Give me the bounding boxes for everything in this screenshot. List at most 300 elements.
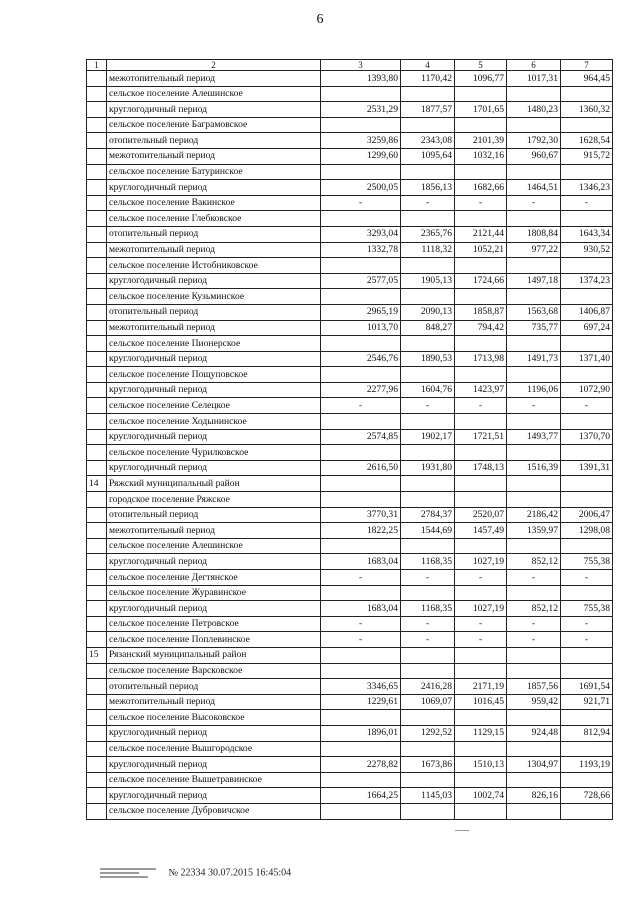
row-index: [87, 71, 107, 87]
value-cell: 1701,65: [455, 102, 507, 118]
value-cell: [455, 117, 507, 133]
value-cell: [561, 367, 613, 383]
document-reference: № 22334 30.07.2015 16:45:04: [168, 867, 292, 879]
row-index: [87, 460, 107, 476]
value-cell: 1359,97: [507, 523, 561, 539]
value-cell: 2090,13: [401, 304, 455, 320]
row-index: [87, 258, 107, 274]
value-cell: 2186,42: [507, 507, 561, 523]
row-index: [87, 538, 107, 554]
row-index: [87, 694, 107, 710]
row-index: [87, 492, 107, 508]
value-cell: 1480,23: [507, 102, 561, 118]
table-row: [87, 803, 613, 819]
value-cell: 1027,19: [455, 601, 507, 617]
table-row: [87, 398, 613, 414]
table-row: [87, 414, 613, 430]
row-name: сельское поселение Ходынинское: [107, 414, 321, 430]
table-row: [87, 772, 613, 788]
value-cell: 1497,18: [507, 273, 561, 289]
value-cell: 1193,19: [561, 757, 613, 773]
value-cell: [507, 803, 561, 819]
value-cell: 1129,15: [455, 725, 507, 741]
value-cell: [321, 367, 401, 383]
value-cell: [321, 710, 401, 726]
header-cell: 7: [561, 60, 613, 71]
row-name: сельское поселение Вышетравинское: [107, 772, 321, 788]
value-cell: -: [507, 632, 561, 648]
value-cell: -: [401, 632, 455, 648]
header-cell: 5: [455, 60, 507, 71]
value-cell: 1544,69: [401, 523, 455, 539]
value-cell: 1096,77: [455, 71, 507, 87]
value-cell: 2546,76: [321, 351, 401, 367]
value-cell: [455, 538, 507, 554]
row-name: отопительный период: [107, 507, 321, 523]
value-cell: [401, 258, 455, 274]
value-cell: [401, 164, 455, 180]
value-cell: 3770,31: [321, 507, 401, 523]
value-cell: [561, 772, 613, 788]
value-cell: [401, 117, 455, 133]
value-cell: 1896,01: [321, 725, 401, 741]
table-row: [87, 289, 613, 305]
table-row: [87, 320, 613, 336]
value-cell: -: [455, 632, 507, 648]
row-name: круглогодичный период: [107, 102, 321, 118]
value-cell: [507, 710, 561, 726]
value-cell: -: [455, 398, 507, 414]
value-cell: 1643,34: [561, 226, 613, 242]
value-cell: [401, 647, 455, 663]
value-cell: 1682,66: [455, 180, 507, 196]
row-index: [87, 523, 107, 539]
row-name: круглогодичный период: [107, 382, 321, 398]
header-cell: 3: [321, 60, 401, 71]
value-cell: [401, 211, 455, 227]
table-row: [87, 273, 613, 289]
value-cell: [507, 647, 561, 663]
value-cell: -: [561, 616, 613, 632]
value-cell: 812,94: [561, 725, 613, 741]
value-cell: 1858,87: [455, 304, 507, 320]
row-index: [87, 741, 107, 757]
value-cell: -: [561, 195, 613, 211]
table-row: [87, 663, 613, 679]
row-name: межотопительный период: [107, 694, 321, 710]
row-name: круглогодичный период: [107, 273, 321, 289]
value-cell: 1298,08: [561, 523, 613, 539]
value-cell: 1292,52: [401, 725, 455, 741]
value-cell: [561, 445, 613, 461]
row-name: межотопительный период: [107, 148, 321, 164]
value-cell: 1822,25: [321, 523, 401, 539]
value-cell: 1393,80: [321, 71, 401, 87]
value-cell: 852,12: [507, 601, 561, 617]
row-index: [87, 242, 107, 258]
row-index: [87, 507, 107, 523]
value-cell: 1808,84: [507, 226, 561, 242]
value-cell: -: [507, 616, 561, 632]
row-name: межотопительный период: [107, 320, 321, 336]
value-cell: 1095,64: [401, 148, 455, 164]
row-index: [87, 725, 107, 741]
row-name: сельское поселение Варсковское: [107, 663, 321, 679]
value-cell: 1905,13: [401, 273, 455, 289]
value-cell: [401, 710, 455, 726]
value-cell: [401, 86, 455, 102]
table-row: [87, 211, 613, 227]
value-cell: 1072,90: [561, 382, 613, 398]
value-cell: 1299,60: [321, 148, 401, 164]
value-cell: [321, 538, 401, 554]
value-cell: [321, 663, 401, 679]
value-cell: 1664,25: [321, 788, 401, 804]
value-cell: -: [455, 195, 507, 211]
value-cell: 1902,17: [401, 429, 455, 445]
value-cell: 1457,49: [455, 523, 507, 539]
table-row: [87, 336, 613, 352]
row-index: [87, 710, 107, 726]
value-cell: 2784,37: [401, 507, 455, 523]
row-name: сельское поселение Алешинское: [107, 86, 321, 102]
table-row: [87, 585, 613, 601]
row-name: сельское поселение Пионерское: [107, 336, 321, 352]
value-cell: 2520,07: [455, 507, 507, 523]
value-cell: 1168,35: [401, 554, 455, 570]
value-cell: 1229,61: [321, 694, 401, 710]
value-cell: -: [401, 398, 455, 414]
table-row: [87, 148, 613, 164]
table-row: [87, 242, 613, 258]
value-cell: [401, 803, 455, 819]
row-index: [87, 788, 107, 804]
row-index: [87, 803, 107, 819]
tariff-table: [86, 59, 613, 820]
value-cell: 1052,21: [455, 242, 507, 258]
value-cell: 1491,73: [507, 351, 561, 367]
value-cell: [507, 772, 561, 788]
value-cell: [321, 258, 401, 274]
value-cell: 1016,45: [455, 694, 507, 710]
row-name: сельское поселение Чурилковское: [107, 445, 321, 461]
row-index: [87, 772, 107, 788]
row-name: круглогодичный период: [107, 725, 321, 741]
table-row: [87, 601, 613, 617]
row-name: круглогодичный период: [107, 757, 321, 773]
value-cell: 1196,06: [507, 382, 561, 398]
value-cell: -: [321, 195, 401, 211]
value-cell: 755,38: [561, 601, 613, 617]
value-cell: -: [507, 570, 561, 586]
value-cell: 1604,76: [401, 382, 455, 398]
table-row: [87, 492, 613, 508]
scan-mark: [455, 830, 469, 831]
value-cell: [401, 445, 455, 461]
value-cell: 2616,50: [321, 460, 401, 476]
value-cell: 697,24: [561, 320, 613, 336]
value-cell: [507, 336, 561, 352]
value-cell: 1423,97: [455, 382, 507, 398]
value-cell: [507, 538, 561, 554]
value-cell: [561, 117, 613, 133]
value-cell: [561, 647, 613, 663]
row-name: сельское поселение Поплевинское: [107, 632, 321, 648]
row-name: отопительный период: [107, 133, 321, 149]
value-cell: 1877,57: [401, 102, 455, 118]
row-index: [87, 195, 107, 211]
row-index: [87, 102, 107, 118]
row-name: сельское поселение Пощуповское: [107, 367, 321, 383]
row-name: сельское поселение Вакинское: [107, 195, 321, 211]
value-cell: 915,72: [561, 148, 613, 164]
value-cell: 1493,77: [507, 429, 561, 445]
table-row: [87, 460, 613, 476]
row-name: сельское поселение Батуринское: [107, 164, 321, 180]
value-cell: 1145,03: [401, 788, 455, 804]
row-index: [87, 445, 107, 461]
value-cell: -: [321, 632, 401, 648]
row-index: [87, 117, 107, 133]
value-cell: -: [321, 616, 401, 632]
value-cell: 1013,70: [321, 320, 401, 336]
value-cell: [561, 492, 613, 508]
row-index: [87, 273, 107, 289]
value-cell: 2006,47: [561, 507, 613, 523]
value-cell: 960,67: [507, 148, 561, 164]
value-cell: [321, 117, 401, 133]
table-row: [87, 258, 613, 274]
row-index: [87, 632, 107, 648]
row-index: [87, 180, 107, 196]
value-cell: [455, 414, 507, 430]
value-cell: [561, 710, 613, 726]
value-cell: [321, 772, 401, 788]
row-name: сельское поселение Алешинское: [107, 538, 321, 554]
table-row: [87, 180, 613, 196]
value-cell: 1371,40: [561, 351, 613, 367]
value-cell: [455, 336, 507, 352]
value-cell: [455, 710, 507, 726]
value-cell: [561, 289, 613, 305]
value-cell: 2121,44: [455, 226, 507, 242]
row-name: сельское поселение Вышгородское: [107, 741, 321, 757]
row-name: сельское поселение Глебковское: [107, 211, 321, 227]
value-cell: 1118,32: [401, 242, 455, 258]
row-name: круглогодичный период: [107, 554, 321, 570]
row-name: сельское поселение Журавинское: [107, 585, 321, 601]
row-index: [87, 320, 107, 336]
value-cell: [561, 803, 613, 819]
table-header-row: [87, 60, 613, 71]
registry-stamp-icon: [100, 866, 156, 880]
row-name: отопительный период: [107, 304, 321, 320]
value-cell: 2171,19: [455, 679, 507, 695]
value-cell: 1683,04: [321, 554, 401, 570]
value-cell: [507, 663, 561, 679]
value-cell: [401, 289, 455, 305]
row-index: [87, 429, 107, 445]
row-index: [87, 679, 107, 695]
value-cell: 2577,05: [321, 273, 401, 289]
table-row: [87, 694, 613, 710]
value-cell: 1683,04: [321, 601, 401, 617]
value-cell: 1168,35: [401, 601, 455, 617]
table-row: [87, 429, 613, 445]
row-index: [87, 226, 107, 242]
row-index: 14: [87, 476, 107, 492]
value-cell: [507, 476, 561, 492]
table-row: [87, 351, 613, 367]
value-cell: 1673,86: [401, 757, 455, 773]
table-row: [87, 195, 613, 211]
value-cell: [321, 585, 401, 601]
value-cell: [401, 336, 455, 352]
value-cell: 3259,86: [321, 133, 401, 149]
value-cell: 1890,53: [401, 351, 455, 367]
value-cell: [455, 803, 507, 819]
value-cell: 924,48: [507, 725, 561, 741]
row-name: городское поселение Ряжское: [107, 492, 321, 508]
value-cell: [455, 211, 507, 227]
value-cell: 1032,16: [455, 148, 507, 164]
value-cell: 1304,97: [507, 757, 561, 773]
value-cell: 735,77: [507, 320, 561, 336]
value-cell: 2365,76: [401, 226, 455, 242]
value-cell: [455, 492, 507, 508]
value-cell: 852,12: [507, 554, 561, 570]
table-row: [87, 133, 613, 149]
row-name: сельское поселение Дегтянское: [107, 570, 321, 586]
value-cell: 1721,51: [455, 429, 507, 445]
table-row: [87, 507, 613, 523]
value-cell: [561, 414, 613, 430]
value-cell: -: [507, 398, 561, 414]
value-cell: -: [561, 632, 613, 648]
value-cell: -: [321, 398, 401, 414]
value-cell: [561, 741, 613, 757]
row-name: круглогодичный период: [107, 351, 321, 367]
value-cell: [507, 117, 561, 133]
table-row: [87, 304, 613, 320]
value-cell: [321, 289, 401, 305]
value-cell: 2278,82: [321, 757, 401, 773]
row-index: [87, 304, 107, 320]
row-name: Рязанский муниципальный район: [107, 647, 321, 663]
row-name: межотопительный период: [107, 242, 321, 258]
value-cell: [455, 367, 507, 383]
value-cell: 1748,13: [455, 460, 507, 476]
table-row: [87, 554, 613, 570]
value-cell: 1464,51: [507, 180, 561, 196]
row-name: круглогодичный период: [107, 429, 321, 445]
row-index: [87, 398, 107, 414]
row-name: сельское поселение Дубровичское: [107, 803, 321, 819]
value-cell: [321, 336, 401, 352]
value-cell: -: [401, 195, 455, 211]
value-cell: 1516,39: [507, 460, 561, 476]
value-cell: [321, 492, 401, 508]
value-cell: 1628,54: [561, 133, 613, 149]
table-row: [87, 367, 613, 383]
row-name: сельское поселение Петровское: [107, 616, 321, 632]
value-cell: 2500,05: [321, 180, 401, 196]
value-cell: [455, 86, 507, 102]
value-cell: [455, 476, 507, 492]
value-cell: 959,42: [507, 694, 561, 710]
row-name: межотопительный период: [107, 71, 321, 87]
row-index: [87, 570, 107, 586]
header-cell: 6: [507, 60, 561, 71]
value-cell: 1857,56: [507, 679, 561, 695]
value-cell: [321, 476, 401, 492]
value-cell: 1391,31: [561, 460, 613, 476]
value-cell: 794,42: [455, 320, 507, 336]
value-cell: [401, 663, 455, 679]
row-index: [87, 585, 107, 601]
row-index: [87, 336, 107, 352]
value-cell: 1931,80: [401, 460, 455, 476]
row-name: отопительный период: [107, 679, 321, 695]
value-cell: -: [507, 195, 561, 211]
value-cell: [561, 164, 613, 180]
value-cell: [561, 86, 613, 102]
value-cell: [401, 538, 455, 554]
table-row: [87, 538, 613, 554]
value-cell: [321, 164, 401, 180]
table-row: [87, 445, 613, 461]
value-cell: [455, 663, 507, 679]
footer: [100, 866, 291, 880]
value-cell: [455, 647, 507, 663]
row-index: [87, 86, 107, 102]
page-number: 6: [316, 12, 324, 27]
row-name: круглогодичный период: [107, 788, 321, 804]
row-name: круглогодичный период: [107, 601, 321, 617]
value-cell: [401, 741, 455, 757]
row-index: [87, 601, 107, 617]
value-cell: [507, 211, 561, 227]
value-cell: [401, 585, 455, 601]
value-cell: [401, 367, 455, 383]
value-cell: [455, 585, 507, 601]
table-row: [87, 710, 613, 726]
value-cell: [507, 585, 561, 601]
table-row: [87, 164, 613, 180]
row-name: круглогодичный период: [107, 460, 321, 476]
value-cell: 1360,32: [561, 102, 613, 118]
header-cell: 2: [107, 60, 321, 71]
value-cell: [401, 772, 455, 788]
table-row: [87, 741, 613, 757]
row-name: межотопительный период: [107, 523, 321, 539]
value-cell: 2965,19: [321, 304, 401, 320]
row-name: круглогодичный период: [107, 180, 321, 196]
value-cell: 826,16: [507, 788, 561, 804]
value-cell: 1332,78: [321, 242, 401, 258]
value-cell: 1170,42: [401, 71, 455, 87]
value-cell: -: [455, 570, 507, 586]
row-index: [87, 616, 107, 632]
value-cell: [455, 258, 507, 274]
row-index: [87, 211, 107, 227]
table-row: [87, 632, 613, 648]
value-cell: 1406,87: [561, 304, 613, 320]
row-index: 15: [87, 647, 107, 663]
row-name: сельское поселение Селецкое: [107, 398, 321, 414]
value-cell: -: [321, 570, 401, 586]
value-cell: [401, 492, 455, 508]
